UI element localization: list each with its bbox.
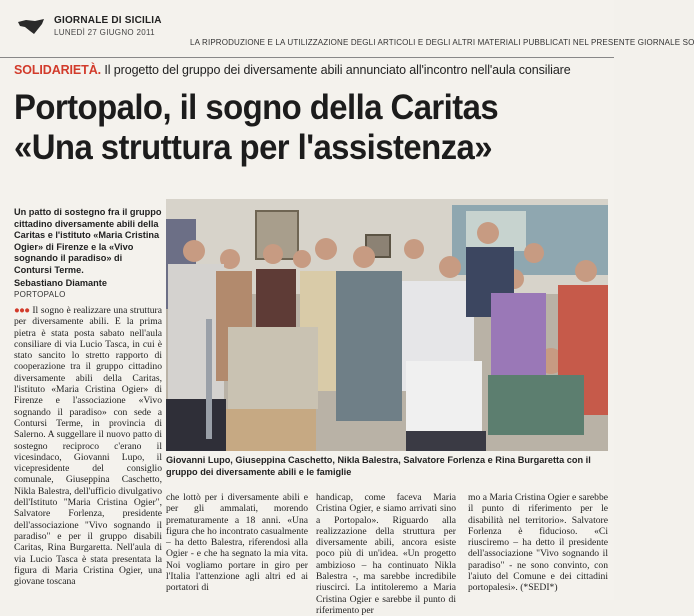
issue-date: LUNEDÌ 27 GIUGNO 2011 (54, 28, 155, 37)
kicker-text: Il progetto del gruppo dei diversamente abili annunciato all'incontro nell'aula consiliare (104, 63, 571, 77)
section-label: SOLIDARIETÀ. (14, 63, 101, 77)
dateline-location: PORTOPALO (14, 290, 66, 299)
body-column-4: mo a Maria Cristina Ogier e sarebbe il punto di riferimento per le disabilità nel territorio». Salvatore Forlenza è fiducioso. «Ci riusciremo – ha detto il presidente dell'associazione "Vivo sognando il paradiso" - ne sono convinto, con l'aiuto del Comune e dei cittadini portopalesi». (*SEDI*) (468, 492, 608, 594)
headline-line-1: Portopalo, il sogno della Caritas (14, 88, 499, 127)
group-photo (166, 199, 608, 451)
lead-marker: ●●● (14, 305, 30, 316)
body-text-1: Il sogno è realizzare una struttura per diversamente abili. E la prima pietra è stata posta sabato nell'aula consiliare di via Lucio Tasca, in cui è stato sancito lo stretto rapporto di cooperazione tra il gruppo cittadino diversamente abili della Caritas, l'istituto «Maria Cristina Ogier» di Firenze e l'associazione «Vivo sognando il paradiso» con sede a Contursi Terme, in provincia di Salerno. A suggellare il nuovo patto di sostegno reciproco c'erano il vicesindaco, Giovanni Lupo, il vicepresidente del consiglio comunale, Giuseppina Caschetto, Nikla Balestra, dell'ufficio divulgativo dell'Istituto "Maria Cristina Ogier", Salvatore Forlenza, presidente dell'associazione "Vivo sognando il paradiso" e per il gruppo disabili Caritas, Rina Burgaretta. Nell'aula di via Lucio Tasca è stata presentata la figura di Maria Cristina Ogier, una giovane toscana (14, 305, 163, 588)
body-column-3: handicap, come faceva Maria Cristina Ogier, e siamo arrivati sino a Portopalo». Riguardo alla realizzazione della struttura per diversamente abili, ancora esiste poco più di un'idea. «Un progetto ambizioso – ha continuato Nikla Balestra -, ma sarebbe incredibile riuscirci. La intitoleremo a Maria Cristina Ogier e sarebbe il punto di riferimento per (316, 492, 456, 616)
body-column-2: che lottò per i diversamente abili e per gli ammalati, morendo prematuramente a 18 anni. «Una figura che ho incontrato casualmente – ha detto Balestra, riferendosi alla Ogier - e che ha segnato la mia vita. Noi vogliamo portare in giro per l'Italia l'attenzione agli altri ed ai portatori di (166, 492, 308, 594)
article-summary: Un patto di sostegno fra il gruppo cittadino diversamente abili della Caritas e l'istituto «Maria Cristina Ogier» di Firenze e la «Vivo sognando il paradiso» di Contursi Terme. (14, 207, 162, 275)
header-divider (0, 57, 614, 58)
sicily-logo-icon (16, 16, 46, 36)
headline-line-2: «Una struttura per l'assistenza» (14, 128, 492, 167)
newspaper-name: GIORNALE DI SICILIA (54, 15, 162, 26)
body-column-1 (14, 305, 162, 600)
article-kicker (14, 63, 571, 77)
author-byline: Sebastiano Diamante (14, 278, 107, 288)
copyright-notice: LA RIPRODUZIONE E LA UTILIZZAZIONE DEGLI ARTICOLI E DEGLI ALTRI MATERIALI PUBBLICATI NEL PRESENTE GIORNALE SO (190, 38, 694, 47)
photo-caption: Giovanni Lupo, Giuseppina Caschetto, Nikla Balestra, Salvatore Forlenza e Rina Burgaretta con il gruppo dei diversamente abili e le famiglie (166, 455, 591, 477)
page-header (0, 0, 694, 60)
article-headline (14, 88, 498, 168)
